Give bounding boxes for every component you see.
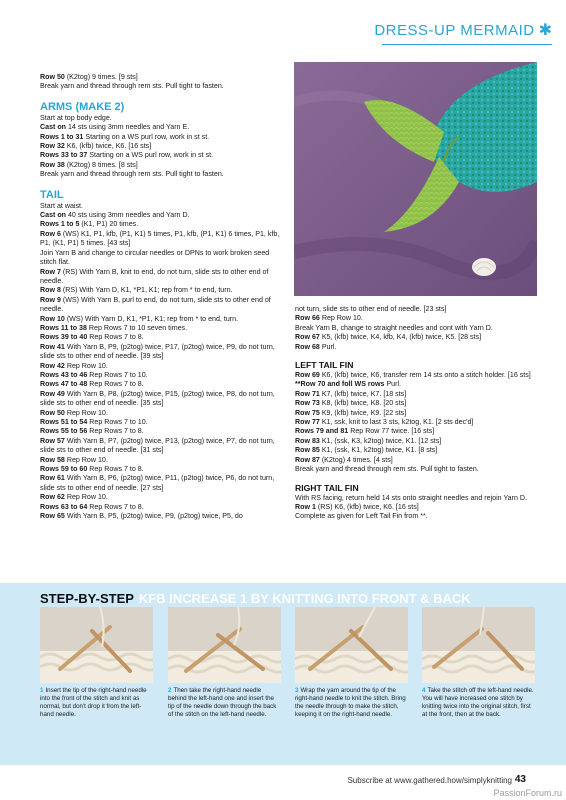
step-by-step-heading: KFB INCREASE 1 BY KNITTING INTO FRONT & BACK (138, 591, 471, 606)
row-text: (RS) With Yarn D, K1, *P1, K1; rep from * to end, turn. (60, 286, 233, 295)
row-text: Start at waist. (40, 201, 83, 210)
row-text: With RS facing, return held 14 sts onto straight needles and rejoin Yarn D. (295, 493, 527, 502)
row-text: (RS) K6, (kfb) twice, K6. [16 sts] (315, 502, 419, 511)
left-column (40, 73, 280, 521)
row-text: 40 sts using 3mm needles and Yarn D. (66, 211, 190, 220)
instruction-line (295, 371, 535, 380)
instruction-line (40, 418, 280, 427)
row-text: Rep Rows 7 to 8. (87, 380, 144, 389)
instruction-line (295, 380, 535, 389)
row-label: Row 75 (295, 408, 320, 417)
row-label: Row 66 (295, 314, 320, 323)
row-text: Break yarn and thread through rem sts. Pull tight to fasten. (295, 465, 479, 474)
row-label: Row 9 (40, 295, 61, 304)
row-text: Break yarn and thread through rem sts. Pull tight to fasten. (40, 82, 224, 91)
mermaid-tail-illustration (294, 62, 537, 296)
right-tail-fin-heading: RIGHT TAIL FIN (295, 482, 359, 493)
row-label: Rows 39 to 40 (40, 333, 88, 342)
row-text: Rep Row 10. (64, 493, 108, 502)
instruction-line (40, 170, 280, 179)
instruction-line (40, 324, 280, 333)
instruction-line (40, 82, 280, 91)
tail-instructions (40, 202, 280, 522)
step-4-photo (422, 607, 535, 683)
row-text: K8, (kfb) twice, K8. [20 sts] (319, 399, 407, 408)
step-3-photo (295, 607, 408, 683)
step-2 (168, 607, 281, 719)
instruction-line (295, 324, 535, 333)
instruction-line (40, 371, 280, 380)
row-text: K5, (kfb) twice, K4, kfb, K4, (kfb) twice, K5. [28 sts] (319, 333, 482, 342)
instruction-line (40, 296, 280, 315)
row-text: Start at top body edge. (40, 113, 112, 122)
row-text: Join Yarn B and change to circular needles or DPNs to work broken seed stitch flat. (40, 248, 270, 267)
row-text: Purl. (319, 342, 337, 351)
instruction-line (295, 418, 535, 427)
row-label: Row 50 (40, 408, 65, 417)
instruction-line (40, 380, 280, 389)
instruction-line (40, 230, 280, 249)
row-label: Row 50 (40, 73, 65, 81)
row-text: Rep Rows 7 to 10 seven times. (86, 323, 188, 332)
instruction-line (40, 220, 280, 229)
instruction-line (40, 151, 280, 160)
step-4-caption: 4 Take the stitch off the left-hand needle. You will have increased one stitch by knitting twice into the original stitch, first at the front, then at the back. (422, 687, 534, 718)
instruction-line (295, 446, 535, 455)
instruction-line (295, 437, 535, 446)
row-text: Rep Rows 7 to 8. (87, 427, 144, 436)
instruction-line (40, 73, 280, 82)
row-label: Row 41 (40, 342, 65, 351)
instruction-line (295, 456, 535, 465)
row-label: Cast on (40, 123, 67, 132)
row-text: Rep Rows 7 to 8. (87, 465, 144, 474)
row-text: K6, (kfb) twice, K6. [16 sts] (64, 142, 152, 151)
tail-heading: TAIL (40, 188, 64, 201)
watermark: PassionForum.ru (493, 788, 562, 798)
row-label: Rows 33 to 37 (40, 151, 88, 160)
subscribe-link[interactable]: Subscribe at www.gathered.how/simplyknitting (347, 776, 512, 785)
row-text: K1, (ssk, K1, k2tog) twice, K1. [8 sts] (319, 446, 438, 455)
row-label: Row 1 (295, 502, 316, 511)
row-text: Rep Row 77 twice. [16 sts] (348, 427, 435, 436)
row-label: Rows 79 and 81 (295, 427, 349, 436)
row-label: Rows 59 to 60 (40, 465, 88, 474)
instruction-line (40, 249, 280, 268)
row-text: (K1, P1) 20 times. (79, 220, 139, 229)
row-label: Row 85 (295, 446, 320, 455)
instruction-line (295, 390, 535, 399)
row-label: Rows 55 to 56 (40, 427, 88, 436)
instruction-line (40, 211, 280, 220)
row-label: Rows 43 to 46 (40, 370, 88, 379)
instruction-line (295, 399, 535, 408)
instruction-line (40, 123, 280, 132)
row-text: Complete as given for Left Tail Fin from **. (295, 512, 428, 521)
row-text: (WS) With Yarn B, purl to end, do not turn, slide sts to other end of needle. (40, 295, 271, 314)
instruction-line (295, 512, 535, 521)
instruction-line (40, 286, 280, 295)
row-label: Row 61 (40, 474, 65, 483)
instruction-line (295, 314, 535, 323)
row-text: With Yarn B, P5, (p2tog) twice, P9, (p2tog) twice, P5, do (64, 512, 243, 521)
instruction-line (40, 133, 280, 142)
row-text: Rep Row 10. (319, 314, 363, 323)
row-label: Row 73 (295, 399, 320, 408)
instruction-line (295, 427, 535, 436)
row-text: With Yarn B, P8, (p2tog) twice, P15, (p2tog) twice, P8, do not turn, slide sts to other end of needle. [35 sts] (40, 389, 275, 408)
instruction-line (295, 409, 535, 418)
instruction-line (40, 474, 280, 493)
row-text: With Yarn B, P6, (p2tog) twice, P11, (p2tog) twice, P6, do not turn, slide sts to other end of needle. [27 sts] (40, 474, 275, 492)
row-label: Row 71 (295, 389, 320, 398)
instruction-line (295, 343, 535, 352)
instruction-line (40, 202, 280, 211)
row-label: Row 65 (40, 512, 65, 521)
left-intro (40, 73, 280, 92)
row-text: K1, ssk, knit to last 3 sts, k2tog, K1. [2 sts dec'd] (319, 418, 474, 427)
row-text: K6, (kfb) twice, K6, transfer rem 14 sts onto a stitch holder. [16 sts] (319, 371, 531, 380)
asterisk-icon: ✱ (538, 22, 552, 39)
row-label: Rows 1 to 31 (40, 132, 84, 141)
page-number: 43 (514, 774, 526, 785)
row-text: Rep Row 10. (64, 408, 108, 417)
instruction-line (40, 362, 280, 371)
row-text: Rep Row 10. (64, 361, 108, 370)
row-text: K1, (ssk, K3, k2tog) twice, K1. [12 sts] (319, 436, 442, 445)
row-text: Break yarn and thread through rem sts. Pull tight to fasten. (40, 170, 224, 179)
row-text: Rep Row 10. (64, 455, 108, 464)
row-label: Rows 1 to 5 (40, 220, 80, 229)
step-3-caption: 3 Wrap the yarn around the tip of the right-hand needle to knit the stitch. Bring the needle through to make the stitch, keeping it on the right-hand needle. (295, 687, 406, 718)
instruction-line (40, 114, 280, 123)
step-4 (422, 607, 535, 719)
row-text: (K2tog) 4 times. [4 sts] (319, 455, 393, 464)
row-text: Starting on a WS purl row, work in st st. (87, 151, 214, 160)
step-by-step-label: STEP-BY-STEP (40, 591, 134, 606)
step-by-step-title (40, 591, 471, 606)
instruction-line (295, 494, 535, 503)
row-text: Break Yarn B, change to straight needles and cont with Yarn D. (295, 323, 493, 332)
step-1-photo (40, 607, 153, 683)
row-text: K7, (kfb) twice, K7. [18 sts] (319, 389, 407, 398)
row-label: Row 77 (295, 418, 320, 427)
row-label: Row 7 (40, 267, 61, 276)
row-text: Starting on a WS purl row, work in st st. (83, 132, 210, 141)
left-tail-fin-instructions (295, 371, 535, 474)
step-2-caption: 2 Then take the right-hand needle behind the left-hand one and insert the tip of the needle down through the back of the stitch on the left-hand needle. (168, 687, 277, 718)
instruction-line (40, 512, 280, 521)
instruction-line (40, 456, 280, 465)
header-title: DRESS-UP MERMAID (374, 21, 535, 39)
row-text: (WS) K1, P1, kfb, (P1, K1) 5 times, P1, kfb, (P1, K1) 6 times, P1, kfb, P1, (K1, P1) 5 times. [43 sts] (40, 229, 280, 248)
section-header (374, 20, 552, 40)
row-label: Row 57 (40, 436, 65, 445)
row-text: Rep Rows 7 to 8. (87, 502, 144, 511)
row-label: **Row 70 and foll WS rows (295, 380, 385, 389)
mermaid-tail-photo (294, 62, 537, 296)
row-label: Row 49 (40, 389, 65, 398)
row-label: Row 67 (295, 333, 320, 342)
row-label: Rows 51 to 54 (40, 418, 88, 426)
instruction-line (40, 390, 280, 409)
instruction-line (40, 409, 280, 418)
row-label: Row 83 (295, 436, 320, 445)
row-label: Row 69 (295, 371, 320, 380)
step-2-photo (168, 607, 281, 683)
row-text: K9, (kfb) twice, K9. [22 sts] (319, 408, 407, 417)
header-rule (382, 44, 552, 45)
instruction-line (40, 161, 280, 170)
instruction-line (40, 427, 280, 436)
row-text: Rep Rows 7 to 10. (87, 418, 148, 426)
row-label: Row 38 (40, 160, 65, 169)
instruction-line (40, 142, 280, 151)
row-text: Rep Rows 7 to 8. (87, 333, 144, 342)
instruction-line (40, 437, 280, 456)
row-label: Row 62 (40, 493, 65, 502)
instruction-line (295, 305, 535, 314)
row-text: (K2tog) 9 times. [9 sts] (64, 73, 138, 81)
row-label: Rows 11 to 38 (40, 323, 87, 332)
row-label: Row 32 (40, 142, 65, 151)
left-tail-fin-heading: LEFT TAIL FIN (295, 360, 354, 371)
row-text: (WS) With Yarn D, K1, *P1, K1; rep from * to end, turn. (64, 314, 239, 323)
step-3 (295, 607, 408, 719)
instruction-line (40, 465, 280, 474)
row-label: Row 42 (40, 361, 65, 370)
instruction-line (40, 503, 280, 512)
instruction-line (40, 333, 280, 342)
row-text: not turn, slide sts to other end of needle. [23 sts] (295, 305, 447, 313)
arms-instructions (40, 114, 280, 180)
row-text: (RS) With Yarn B, knit to end, do not turn, slide sts to other end of needle. (40, 267, 269, 285)
row-label: Row 10 (40, 314, 65, 323)
right-tail-fin-instructions (295, 494, 535, 522)
row-label: Cast on (40, 211, 67, 220)
row-label: Row 8 (40, 286, 61, 295)
row-text: Purl. (384, 380, 402, 389)
row-text: (K2tog) 8 times. [8 sts] (64, 160, 138, 169)
instruction-line (295, 465, 535, 474)
row-text: With Yarn B, P7, (p2tog) twice, P13, (p2tog) twice, P7, do not turn, slide sts to other end of needle. [31 sts] (40, 436, 275, 455)
instruction-line (295, 503, 535, 512)
row-text: With Yarn B, P9, (p2tog) twice, P17, (p2tog) twice, P9, do not turn, slide sts to other end of needle. [39 sts] (40, 342, 275, 361)
row-label: Rows 47 to 48 (40, 380, 88, 389)
instruction-line (40, 343, 280, 362)
row-text: Rep Rows 7 to 10. (87, 370, 148, 379)
right-intro (295, 305, 535, 352)
row-label: Row 68 (295, 342, 320, 351)
instruction-line (40, 315, 280, 324)
row-label: Rows 63 to 64 (40, 502, 88, 511)
row-label: Row 58 (40, 455, 65, 464)
instruction-line (40, 268, 280, 287)
row-text: 14 sts using 3mm needles and Yarn E. (66, 123, 190, 132)
page-footer (40, 775, 526, 789)
instruction-line (40, 493, 280, 502)
row-label: Row 87 (295, 455, 320, 464)
row-label: Row 6 (40, 229, 61, 238)
step-1 (40, 607, 153, 719)
step-1-caption: 1 Insert the tip of the right-hand needle into the front of the stitch and knit as normal, but don't drop it from the left-hand needle. (40, 687, 147, 718)
instruction-line (295, 333, 535, 342)
right-column (295, 305, 535, 522)
arms-heading: ARMS (MAKE 2) (40, 100, 125, 113)
